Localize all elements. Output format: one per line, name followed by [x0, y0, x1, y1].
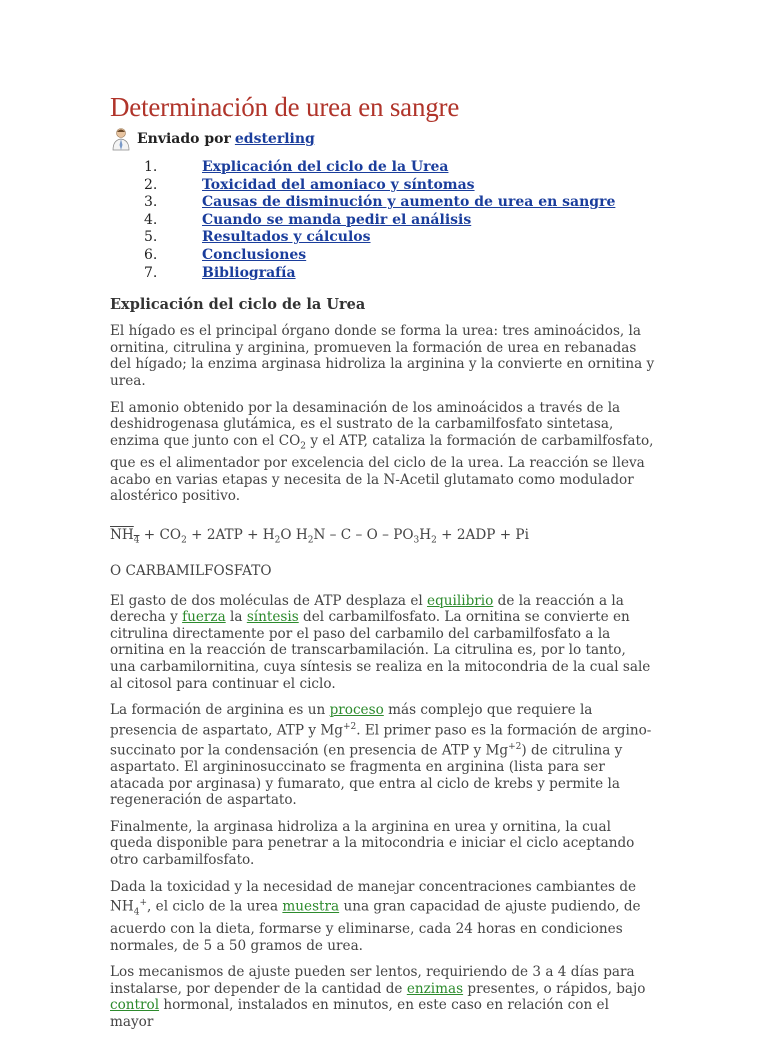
page-title: Determinación de urea en sangre [110, 92, 460, 122]
link-proceso[interactable]: proceso [329, 702, 384, 719]
equation-text: + CO [139, 526, 182, 543]
equation-text: + 2ADP + Pi [436, 526, 529, 543]
equation-text: + 2ATP + H [186, 526, 275, 543]
paragraph-text: El amonio obtenido por la desaminación de los aminoácidos a través de la deshidrogenasa glutámica, es el sustrato de la carbamilfosfato sintetasa, enzima que junto con el CO [110, 399, 621, 449]
paragraph-5: Finalmente, la arginasa hidroliza a la arginina en urea y ornitina, la cual queda disponible para penetrar a la mitocondria e iniciar el ciclo aceptando otro carbamilfosfato. [110, 818, 635, 868]
subscript: 4 [133, 907, 140, 918]
equation-text: N – C – O – PO [313, 526, 414, 543]
toc-number: 4. [144, 211, 158, 228]
paragraph-text: ) de citrulina y aspartato. El argininosuccinato se fragmenta en arginina (lista para ser atacada por arginasa) y fumarato, que entra al ciclo de krebs y permite la regeneración de aspartato. [110, 742, 623, 809]
subscript: 2 [181, 535, 187, 546]
equation-text: NH [110, 526, 134, 543]
section-heading: Explicación del ciclo de la Urea [110, 296, 366, 314]
byline [110, 127, 655, 151]
toc-item [110, 229, 655, 247]
subscript: 2 [307, 535, 314, 546]
toc-number: 2. [144, 176, 158, 193]
author-link[interactable]: edsterling [234, 131, 315, 147]
toc-link-toxicidad[interactable]: Toxicidad del amoniaco y síntomas [202, 176, 475, 193]
paragraph-text: de la reacción a la derecha y [110, 592, 624, 626]
table-of-contents [110, 159, 655, 282]
link-control[interactable]: control [110, 997, 160, 1014]
paragraph-text: . El primer paso es la formación de argino-succinato por la condensación (en presencia de ATP y Mg [110, 722, 652, 759]
equation-label: O CARBAMILFOSFATO [110, 562, 272, 579]
toc-number: 5. [144, 229, 158, 246]
byline-label: Enviado por [137, 131, 231, 147]
link-sintesis[interactable]: síntesis [246, 609, 299, 626]
toc-number: 6. [144, 246, 158, 263]
toc-link-resultados[interactable]: Resultados y cálculos [202, 229, 371, 246]
superscript: +2 [508, 741, 522, 752]
toc-item [110, 247, 655, 265]
link-muestra[interactable]: muestra [282, 898, 340, 915]
paragraph-text: hormonal, instalados en minutos, en este caso en relación con el mayor [110, 997, 609, 1030]
paragraph-text: más complejo que requiere la presencia de aspartato, ATP y Mg [110, 702, 593, 739]
paragraph-text: , el ciclo de la urea [147, 898, 283, 915]
subscript: 4 [133, 535, 140, 546]
toc-link-bibliografia[interactable]: Bibliografía [202, 264, 296, 281]
paragraph-text: la [225, 609, 247, 626]
paragraph-1: El hígado es el principal órgano donde se forma la urea: tres aminoácidos, la ornitina, citrulina y arginina, promueven la formación de urea en rebanadas del hígado; la enzima arginasa hidroliza la arginina y la convierte en ornitina y urea. [110, 323, 655, 389]
paragraph-6 [110, 879, 655, 955]
subscript: 2 [274, 535, 281, 546]
equation-text: O H [280, 526, 308, 543]
link-enzimas[interactable]: enzimas [406, 980, 464, 997]
paragraph-text: El gasto de dos moléculas de ATP desplaza el [110, 592, 428, 609]
paragraph-text: Los mecanismos de ajuste pueden ser lentos, requiriendo de 3 a 4 días para instalarse, por depender de la cantidad de [110, 964, 635, 997]
toc-number: 3. [144, 194, 158, 211]
equation-nh [110, 526, 140, 546]
toc-link-conclusiones[interactable]: Conclusiones [202, 246, 307, 263]
toc-number: 1. [144, 159, 158, 175]
paragraph-text: Dada la toxicidad y la necesidad de manejar concentraciones cambiantes de NH [110, 878, 637, 915]
toc-item [110, 265, 655, 283]
document-page [110, 92, 655, 1041]
paragraph-7 [110, 964, 655, 1030]
superscript: + [139, 898, 148, 909]
person-avatar-icon [110, 127, 132, 151]
toc-number: 7. [144, 264, 158, 281]
toc-link-ciclo-urea[interactable]: Explicación del ciclo de la Urea [202, 159, 449, 175]
paragraph-4 [110, 702, 655, 809]
link-equilibrio[interactable]: equilibrio [427, 592, 494, 609]
paragraph-3 [110, 593, 655, 693]
toc-item [110, 177, 655, 195]
chemical-equation [110, 527, 655, 549]
superscript: +2 [342, 721, 357, 732]
equation-text: H [419, 526, 432, 543]
link-fuerza[interactable]: fuerza [182, 609, 226, 626]
subscript: 2 [431, 535, 437, 546]
toc-item [110, 212, 655, 230]
paragraph-text: una gran capacidad de ajuste pudiendo, de acuerdo con la dieta, formarse y eliminarse, cada 24 horas en condiciones normales, de 5 a 50 gramos de urea. [110, 898, 641, 954]
paragraph-text: La formación de arginina es un [110, 702, 330, 719]
paragraph-2 [110, 400, 655, 505]
paragraph-text: del carbamilfosfato. La ornitina se convierte en citrulina directamente por el paso del carbamilo del carbamilfosfato a la ornitina en la reacción de transcarbamilación. La citrulina es, por lo tanto, una carbamilornitina, cuya síntesis se realiza en la mitocondria de la cual sale al citosol para continuar el ciclo. [110, 609, 651, 692]
subscript: 3 [413, 535, 420, 546]
subscript: 2 [300, 441, 307, 452]
toc-link-causas[interactable]: Causas de disminución y aumento de urea en sangre [202, 194, 616, 211]
paragraph-text: y el ATP, cataliza la formación de carbamilfosfato, que es el alimentador por excelencia del ciclo de la urea. La reacción se lleva acabo en varias etapas y necesita de la N-Acetil glutamato como modulador alostérico positivo. [110, 432, 654, 505]
toc-item [110, 159, 655, 177]
paragraph-text: presentes, o rápidos, bajo [463, 980, 646, 997]
toc-link-cuando[interactable]: Cuando se manda pedir el análisis [202, 211, 472, 228]
toc-item [110, 194, 655, 212]
